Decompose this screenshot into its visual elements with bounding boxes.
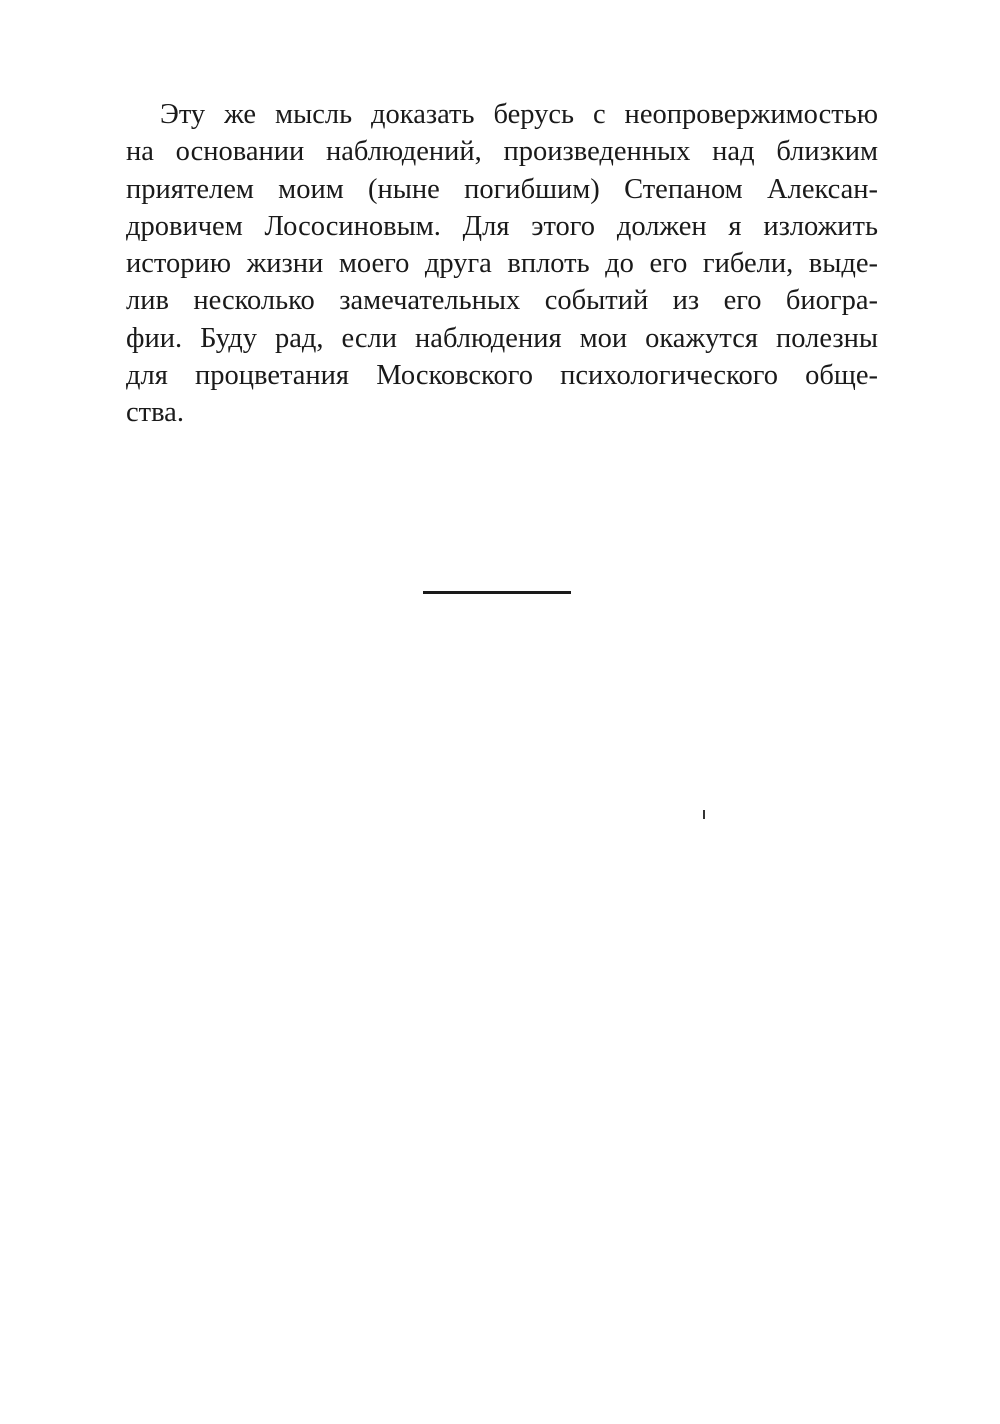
paragraph-line: приятелем моим (ныне погибшим) Степаном Алексан-: [126, 173, 878, 205]
section-divider-rule: [423, 591, 571, 594]
paragraph-line: на основании наблюдений, произведенных над близким: [126, 136, 878, 168]
body-paragraph: [126, 96, 878, 432]
paragraph-line: историю жизни моего друга вплоть до его гибели, выде-: [126, 248, 878, 280]
paragraph-line: для процветания Московского психологического обще-: [126, 360, 878, 392]
print-speck-mark: [703, 810, 705, 819]
paragraph-line: фии. Буду рад, если наблюдения мои окажутся полезны: [126, 322, 878, 354]
paragraph-line: Эту же мысль доказать берусь с неопровержимостью: [160, 99, 878, 130]
paragraph-line: ства.: [126, 397, 184, 429]
paragraph-line: лив несколько замечательных событий из его биогра-: [126, 285, 878, 317]
paragraph-line: дровичем Лососиновым. Для этого должен я изложить: [126, 210, 878, 242]
